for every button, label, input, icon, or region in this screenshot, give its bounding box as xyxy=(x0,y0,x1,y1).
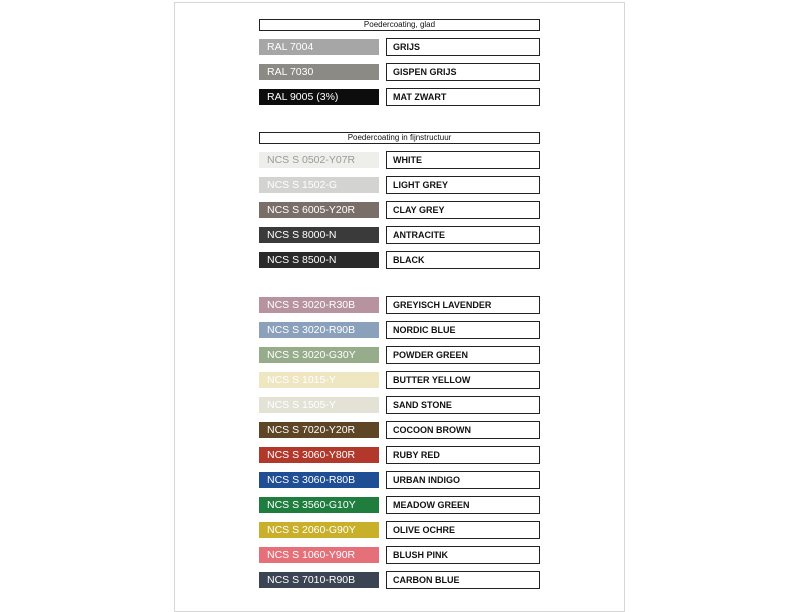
color-swatch: NCS S 1060-Y90R xyxy=(259,547,379,563)
section-header-glad: Poedercoating, glad xyxy=(259,19,540,31)
color-swatch: NCS S 1502-G xyxy=(259,177,379,193)
color-name: BLUSH PINK xyxy=(386,546,540,564)
section-header-fijnstructuur: Poedercoating in fijnstructuur xyxy=(259,132,540,144)
color-name: COCOON BROWN xyxy=(386,421,540,439)
color-swatch: RAL 7004 xyxy=(259,39,379,55)
color-swatch: NCS S 3020-R90B xyxy=(259,322,379,338)
color-swatch: NCS S 1015-Y xyxy=(259,372,379,388)
color-swatch: NCS S 2060-G90Y xyxy=(259,522,379,538)
color-swatch: NCS S 7010-R90B xyxy=(259,572,379,588)
color-swatch: NCS S 1505-Y xyxy=(259,397,379,413)
color-swatch: RAL 9005 (3%) xyxy=(259,89,379,105)
color-name: GRIJS xyxy=(386,38,540,56)
color-swatch: NCS S 3060-Y80R xyxy=(259,447,379,463)
color-name: LIGHT GREY xyxy=(386,176,540,194)
color-name: URBAN INDIGO xyxy=(386,471,540,489)
color-name: MEADOW GREEN xyxy=(386,496,540,514)
color-swatch: NCS S 6005-Y20R xyxy=(259,202,379,218)
color-name: GREYISCH LAVENDER xyxy=(386,296,540,314)
color-name: OLIVE OCHRE xyxy=(386,521,540,539)
color-name: SAND STONE xyxy=(386,396,540,414)
color-swatch: NCS S 3060-R80B xyxy=(259,472,379,488)
color-name: CARBON BLUE xyxy=(386,571,540,589)
color-name: NORDIC BLUE xyxy=(386,321,540,339)
color-name: RUBY RED xyxy=(386,446,540,464)
color-name: MAT ZWART xyxy=(386,88,540,106)
color-swatch: NCS S 8500-N xyxy=(259,252,379,268)
color-name: CLAY GREY xyxy=(386,201,540,219)
color-swatch: NCS S 8000-N xyxy=(259,227,379,243)
color-swatch: NCS S 0502-Y07R xyxy=(259,152,379,168)
color-name: ANTRACITE xyxy=(386,226,540,244)
color-swatch: NCS S 3020-R30B xyxy=(259,297,379,313)
color-name: POWDER GREEN xyxy=(386,346,540,364)
color-swatch: NCS S 3560-G10Y xyxy=(259,497,379,513)
color-name: BUTTER YELLOW xyxy=(386,371,540,389)
color-swatch: NCS S 3020-G30Y xyxy=(259,347,379,363)
color-swatch: NCS S 7020-Y20R xyxy=(259,422,379,438)
color-name: BLACK xyxy=(386,251,540,269)
color-name: WHITE xyxy=(386,151,540,169)
color-swatch: RAL 7030 xyxy=(259,64,379,80)
color-name: GISPEN GRIJS xyxy=(386,63,540,81)
